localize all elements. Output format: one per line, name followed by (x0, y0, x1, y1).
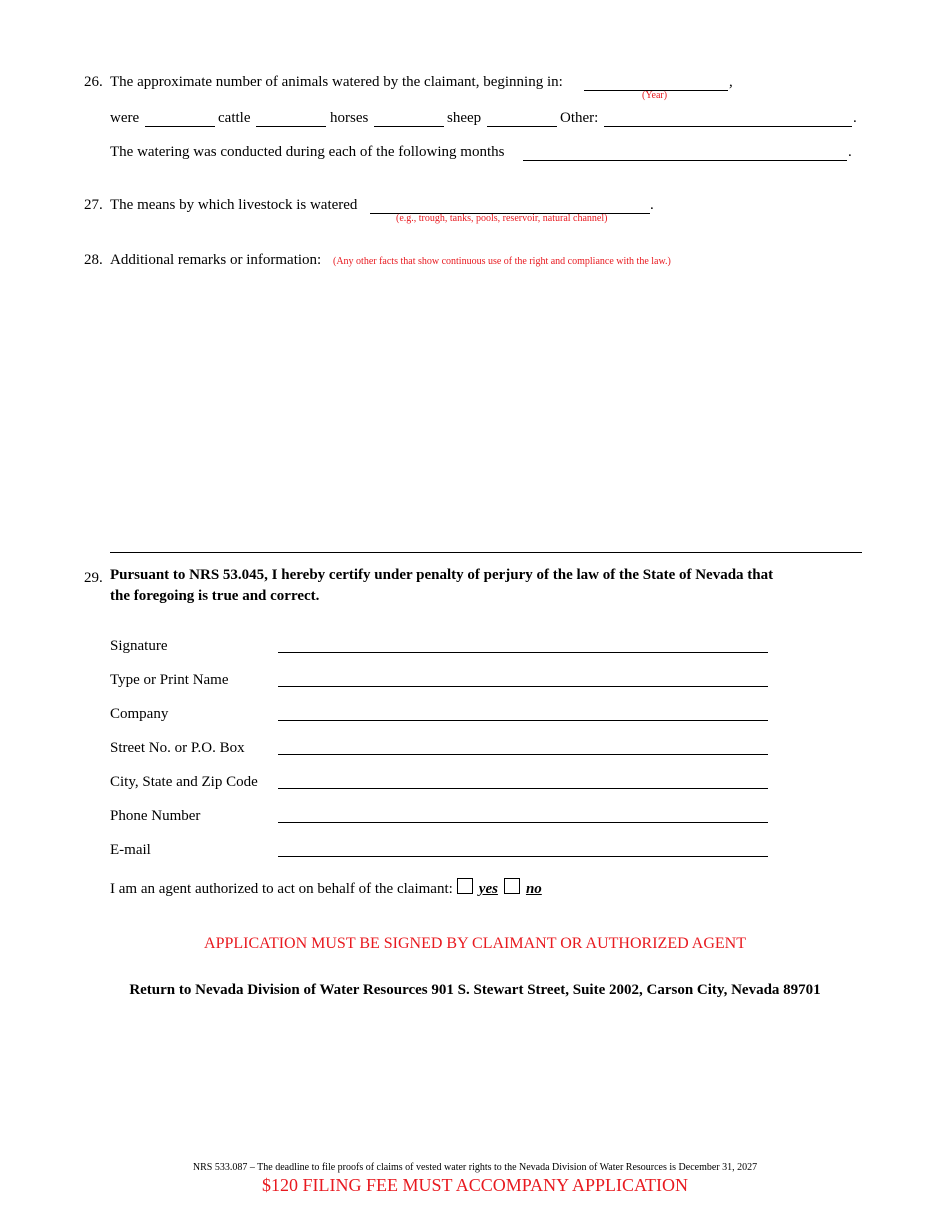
q26-sheep-field[interactable] (374, 112, 444, 127)
q26-sheep-label: sheep (447, 110, 482, 126)
phone-label: Phone Number (110, 808, 201, 824)
q27-hint: (e.g., trough, tanks, pools, reservoir, natural channel) (396, 213, 608, 224)
city-state-zip-field[interactable] (278, 788, 768, 789)
q26-months-field[interactable] (523, 146, 847, 161)
agent-no-checkbox[interactable] (504, 878, 520, 894)
agent-label: I am an agent authorized to act on behalf of the claimant: (110, 881, 453, 897)
phone-field[interactable] (278, 822, 768, 823)
email-label: E-mail (110, 842, 151, 858)
footer-deadline: NRS 533.087 – The deadline to file proofs of claims of vested water rights to the Nevada Division of Water Resources is December 31, 2027 (192, 1162, 758, 1173)
q26-were-label: were (110, 110, 140, 126)
q26-text: The approximate number of animals watered by the claimant, beginning in: (110, 74, 563, 90)
q26-sheep2-field[interactable] (487, 112, 557, 127)
q29-line1: Pursuant to NRS 53.045, I hereby certify under penalty of perjury of the law of the State of Nevada that (110, 567, 774, 583)
q27-number: 27. (84, 197, 103, 213)
q28-remarks-area[interactable] (110, 282, 862, 536)
print-name-field[interactable] (278, 686, 768, 687)
agent-row (110, 878, 548, 898)
q26-months-label: The watering was conducted during each of the following months (110, 144, 505, 160)
q26-other-field[interactable] (604, 112, 852, 127)
company-field[interactable] (278, 720, 768, 721)
print-name-row (110, 672, 770, 692)
q28-bottom-line (110, 552, 862, 553)
agent-yes-label: yes (478, 881, 498, 897)
q29-number: 29. (84, 570, 103, 586)
q26-other-label: Other: (560, 110, 599, 126)
agent-no-label: no (525, 881, 542, 897)
footer-filing-fee: $120 FILING FEE MUST ACCOMPANY APPLICATION (262, 1175, 688, 1195)
q28-hint: (Any other facts that show continuous use of the right and compliance with the law.) (333, 256, 671, 267)
q26-horses-field[interactable] (256, 112, 326, 127)
signature-field[interactable] (278, 652, 768, 653)
print-name-label: Type or Print Name (110, 672, 229, 688)
email-row (110, 842, 770, 862)
q27-means-field[interactable] (370, 199, 650, 214)
q26-year-hint: (Year) (642, 90, 668, 101)
signature-label: Signature (110, 638, 168, 654)
q29-line2: the foregoing is true and correct. (110, 588, 320, 604)
agent-yes-checkbox[interactable] (457, 878, 473, 894)
q26-number: 26. (84, 74, 103, 90)
q28-text: Additional remarks or information: (110, 252, 322, 268)
street-row (110, 740, 770, 760)
company-row (110, 706, 770, 726)
q27-text: The means by which livestock is watered (110, 197, 358, 213)
q26-horses-label: horses (330, 110, 369, 126)
city-state-zip-label: City, State and Zip Code (110, 774, 258, 790)
street-label: Street No. or P.O. Box (110, 740, 245, 756)
company-label: Company (110, 706, 169, 722)
email-field[interactable] (278, 856, 768, 857)
q28-number: 28. (84, 252, 103, 268)
signature-row (110, 638, 770, 658)
street-field[interactable] (278, 754, 768, 755)
return-address: Return to Nevada Division of Water Resources 901 S. Stewart Street, Suite 2002, Carson City, Nevada 89701 (129, 982, 821, 998)
q26-year-field[interactable] (584, 76, 728, 91)
q26-cattle-label: cattle (218, 110, 251, 126)
signature-notice: APPLICATION MUST BE SIGNED BY CLAIMANT OR AUTHORIZED AGENT (204, 935, 746, 952)
q26-cattle-field[interactable] (145, 112, 215, 127)
phone-row (110, 808, 770, 828)
city-state-zip-row (110, 774, 770, 794)
